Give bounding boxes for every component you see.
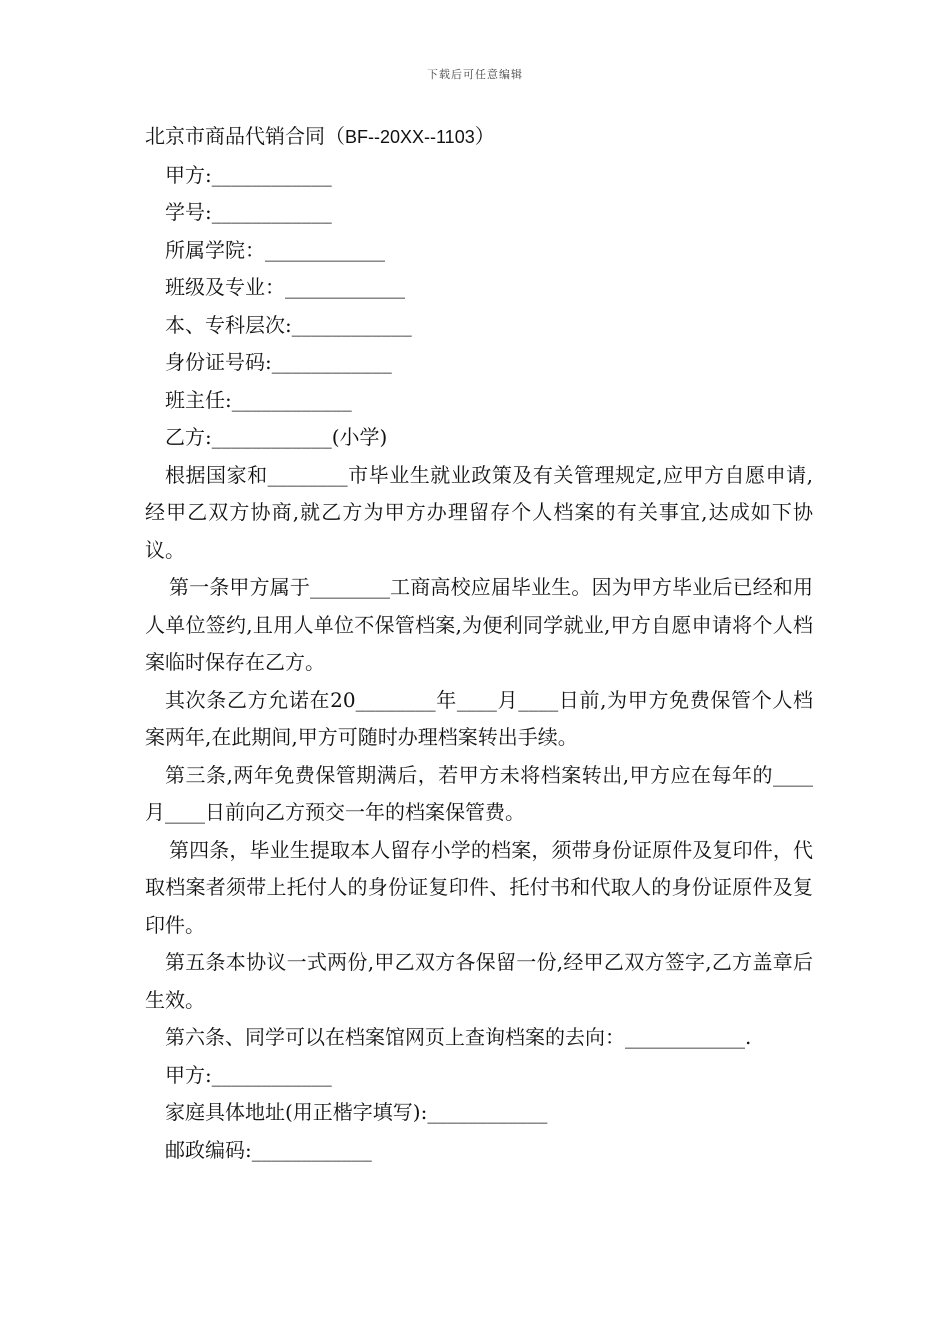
field-party-a: 甲方:____________	[165, 162, 332, 187]
field-class-teacher: 班主任:____________	[165, 387, 352, 412]
paragraph-article-6: 第六条、同学可以在档案馆网页上查询档案的去向：____________.	[165, 1025, 752, 1049]
field-party-a-signature: 甲方:____________	[165, 1062, 332, 1087]
field-student-id: 学号:____________	[165, 200, 332, 224]
field-class-major: 班级及专业：____________	[165, 275, 405, 299]
field-postal-code: 邮政编码:____________	[165, 1137, 372, 1162]
title-text: 北京市商品代销合同（	[145, 124, 345, 148]
document-body	[145, 118, 813, 1169]
contract-code: BF--20XX--1103	[345, 127, 475, 147]
field-college: 所属学院：____________	[165, 237, 385, 262]
title-close: ）	[474, 124, 495, 148]
paragraph-article-4: 第四条，毕业生提取本人留存小学的档案，须带身份证原件及复印件，代取档案者须带上托付人的身份证复印件、托付书和代取人的身份证原件及复印件。	[145, 837, 813, 937]
document-title	[145, 118, 813, 157]
paragraph-article-2: 其次条乙方允诺在20________年____月____日前,为甲方免费保管个人档案两年,在此期间,甲方可随时办理档案转出手续。	[145, 687, 813, 749]
field-id-number: 身份证号码:____________	[165, 350, 392, 374]
page-header-note: 下载后可任意编辑	[427, 68, 523, 81]
paragraph-article-3: 第三条,两年免费保管期满后，若甲方未将档案转出,甲方应在每年的____月____日前向乙方预交一年的档案保管费。	[145, 762, 813, 824]
paragraph-preamble: 根据国家和________市毕业生就业政策及有关管理规定,应甲方自愿申请,经甲乙双方协商,就乙方为甲方办理留存个人档案的有关事宜,达成如下协议。	[145, 462, 813, 562]
paragraph-article-5: 第五条本协议一式两份,甲乙双方各保留一份,经甲乙双方签字,乙方盖章后生效。	[145, 950, 813, 1012]
field-home-address: 家庭具体地址(用正楷字填写):____________	[165, 1100, 548, 1124]
field-party-b: 乙方:____________(小学)	[165, 425, 388, 449]
field-degree-level: 本、专科层次:____________	[165, 312, 412, 337]
paragraph-article-1: 第一条甲方属于________工商高校应届毕业生。因为甲方毕业后已经和用人单位签约,且用人单位不保管档案,为便利同学就业,甲方自愿申请将个人档案临时保存在乙方。	[145, 575, 813, 674]
